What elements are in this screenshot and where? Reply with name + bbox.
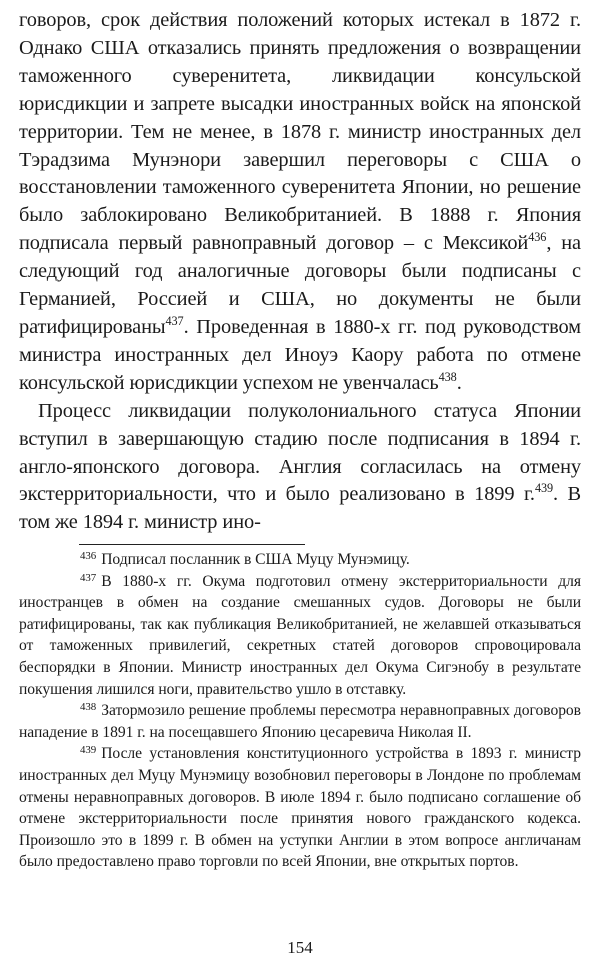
footnote-text: После установления конституционного устройства в 1893 г. министр иностранных дел Муцу Мунэмицу возобновил переговоры в Лондоне по проблемам отмены неравноправных договоров. В июле 1894 г. было подписано соглашение об отмене экстерриториальности после принятия нового гражданского кодекса. Произошло это в 1899 г. В обмен на уступки Англии в этом вопросе англичанам было предоставлено право торговли по всей Японии, вне открытых портов. xyxy=(19,745,581,871)
paragraph-2-text-part-1: Процесс ликвидации полуколониального статуса Японии вступил в завершающую стадию после подписания в 1894 г. англо-японского договора. Англия согласилась на отмену экстерриториальности, что и было реализовано в 1899 г. xyxy=(19,399,581,506)
page-number: 154 xyxy=(287,938,313,957)
footnote-number: 436 xyxy=(80,550,97,563)
main-text xyxy=(19,7,581,537)
paragraph-2-text-part-2: . В том же 1894 г. министр ино- xyxy=(19,483,581,534)
footnote-ref-437: 437 xyxy=(165,314,184,329)
paragraph-2 xyxy=(19,398,581,538)
footnote-number: 437 xyxy=(80,571,97,584)
footnote-text: Подписал посланник в США Муцу Мунэмицу. xyxy=(101,551,410,568)
footnote-ref-438: 438 xyxy=(438,369,457,384)
footnote-ref-436: 436 xyxy=(528,230,547,245)
footnote-ref-439: 439 xyxy=(534,481,553,496)
footnote-436 xyxy=(19,549,581,571)
paragraph-1-text-part-3: . Проведенная в 1880-х гг. под руководством министра иностранных дел Иноуэ Каору работа по отмене консульской юрисдикции успехом не увенчалась xyxy=(19,315,581,394)
paragraph-1 xyxy=(19,7,581,398)
footnote-number: 439 xyxy=(80,744,97,757)
paragraph-1-text-part-2: , на следующий год аналогичные договоры были подписаны с Германией, Россией и США, но документы не были ратифицированы xyxy=(19,232,581,338)
footnote-438 xyxy=(19,700,581,743)
footnote-number: 438 xyxy=(80,701,97,714)
paragraph-1-text-part-1: говоров, срок действия положений которых истекал в 1872 г. Однако США отказались принять предложения о возвращении таможенного суверенитета, ликвидации консульской юрисдикции и запрете высадки иностранных войск на японской территории. Тем не менее, в 1878 г. министр иностранных дел Тэрадзима Мунэнори завершил переговоры с США о восстановлении таможенного суверенитета Японии, но решение было заблокировано Великобританией. В 1888 г. Япония подписала первый равноправный договор – с Мексикой xyxy=(19,9,581,255)
footnote-text: Затормозило решение проблемы пересмотра неравноправных договоров нападение в 1891 г. на посещавшего Японию цесаревича Николая II. xyxy=(19,702,581,741)
paragraph-1-text-part-4: . xyxy=(456,371,462,394)
footnotes xyxy=(19,549,581,873)
footnote-text: В 1880-х гг. Окума подготовил отмену экстерриториальности для иностранцев в обмен на создание смешанных судов. Договоры не были ратифицированы, так как публикация Великобританией, не желавшей отказываться от таможенных привилегий, секретных статей договоров спровоцировала беспорядки в Японии. Министр иностранных дел Окума Сигэнобу в результате покушения лишился ноги, правительство ушло в отставку. xyxy=(19,572,581,698)
footnote-divider xyxy=(79,544,305,545)
footnote-439 xyxy=(19,743,581,873)
footnote-437 xyxy=(19,571,581,701)
